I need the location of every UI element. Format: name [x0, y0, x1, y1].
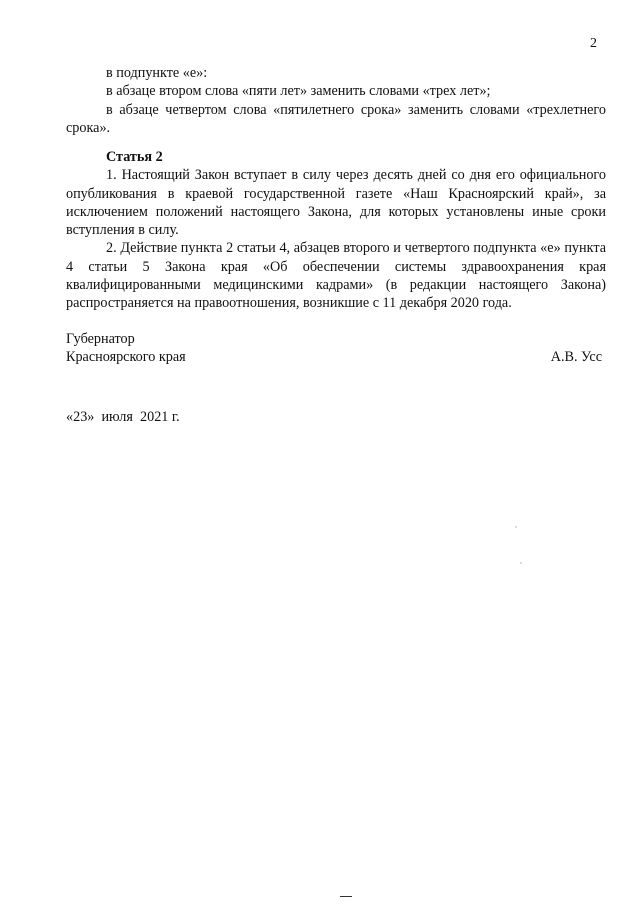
article-block — [66, 148, 606, 313]
signatory-title: Губернатор — [66, 331, 135, 347]
document-date: «23» июля 2021 г. — [66, 409, 180, 425]
signatory-name: А.В. Усс — [550, 349, 602, 365]
amendment-line: в абзаце четвертом слова «пятилетнего срока» заменить словами «трехлетнего срока». — [66, 101, 606, 136]
page-number: 2 — [590, 36, 597, 51]
scan-speck — [515, 526, 517, 528]
amendment-line: в подпункте «е»: — [106, 65, 208, 81]
article-heading: Статья 2 — [106, 149, 163, 165]
scan-mark — [340, 896, 352, 897]
article-paragraph: 2. Действие пункта 2 статьи 4, абзацев второго и четвертого подпункта «е» пункта 4 статьи 5 Закона края «Об обеспечении системы здравоохранения края квалифицированными медицинскими кадрами» (в редакции настоящего Закона) распространяется на правоотношения, возникшие с 11 декабря 2020 года. — [66, 240, 606, 312]
article-paragraph: 1. Настоящий Закон вступает в силу через десять дней со дня его официального опубликования в краевой государственной газете «Наш Красноярский край», за исключением положений настоящего Закона, для которых установлены иные сроки вступления в силу. — [66, 167, 606, 239]
amendment-line: в абзаце втором слова «пяти лет» заменить словами «трех лет»; — [106, 83, 491, 100]
signatory-region: Красноярского края — [66, 349, 186, 365]
amendments-block — [66, 64, 606, 137]
scan-speck — [520, 562, 522, 564]
